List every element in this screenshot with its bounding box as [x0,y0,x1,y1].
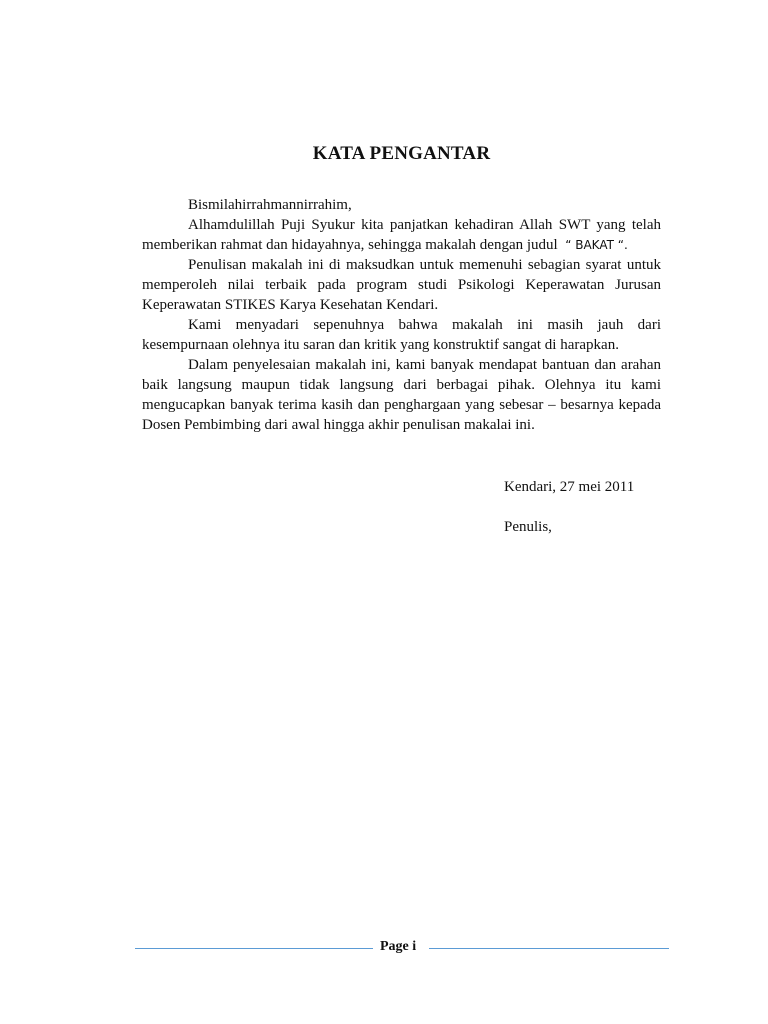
judul-text: “ BAKAT “. [565,238,628,252]
footer-divider-right [429,948,669,949]
document-body [142,195,661,435]
paragraph-gratitude-text: Alhamdulillah Puji Syukur kita panjatkan kehadiran Allah SWT yang telah memberikan rahmat dan hidayahnya, sehingga makalah dengan judul [142,217,661,253]
paragraph-thanks: Dalam penyelesaian makalah ini, kami banyak mendapat bantuan dan arahan baik langsung maupun tidak langsung dari berbagai pihak. Olehnya itu kami mengucapkan banyak terima kasih dan penghargaan yang sebesar – besarnya kepada Dosen Pembimbing dari awal hingga akhir penulisan makalai ini. [142,357,661,433]
paragraph-gratitude [142,215,661,255]
signature-label: Penulis, [504,519,552,535]
paragraph-purpose: Penulisan makalah ini di maksudkan untuk memenuhi sebagian syarat untuk memperoleh nilai terbaik pada program studi Psikologi Keperawatan Jurusan Keperawatan STIKES Karya Kesehatan Kendari. [142,257,661,313]
page-title: KATA PENGANTAR [312,143,491,164]
footer-divider-left [135,948,373,949]
paragraph-acknowledgement: Kami menyadari sepenuhnya bahwa makalah ini masih jauh dari kesempurnaan olehnya itu saran dan kritik yang konstruktif sangat di harapkan. [142,317,661,353]
place-date: Kendari, 27 mei 2011 [504,479,635,495]
page-number: Page i [380,939,417,954]
paragraph-greeting: Bismilahirrahmannirrahim, [188,197,352,213]
